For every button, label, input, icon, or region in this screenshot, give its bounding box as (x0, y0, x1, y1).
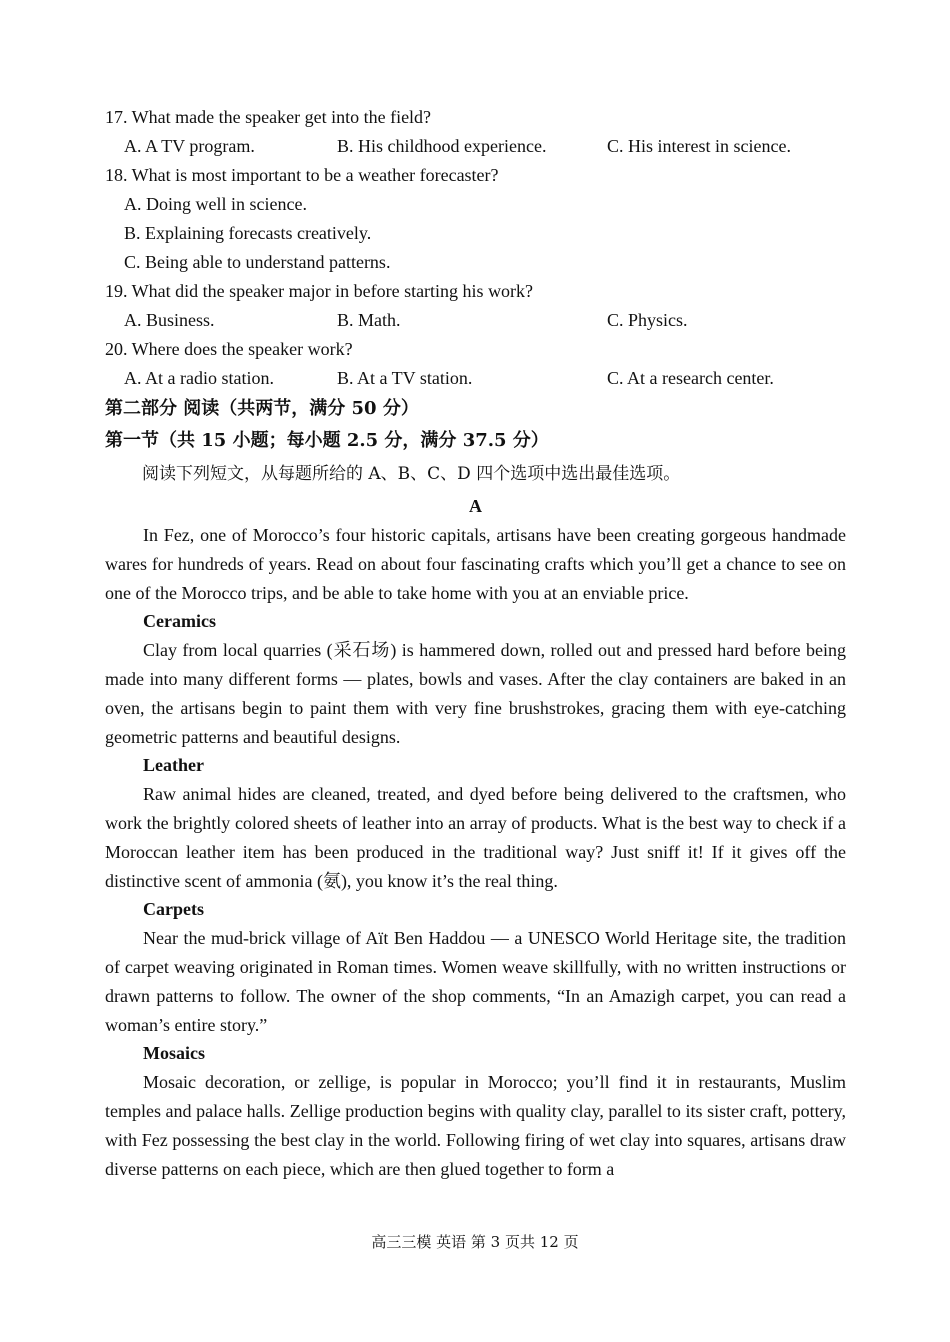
section-paragraph: Clay from local quarries (采石场) is hammered down, rolled out and pressed hard before being made into many different forms — plates, bowls and vases. After the clay containers are baked in an oven, the artisans begin to paint them with very fine brushstrokes, gracing them with eye-catching geometric patterns and beautiful designs. (105, 640, 846, 747)
section-title: Mosaics (143, 1043, 205, 1064)
answer-option: C. Physics. (607, 310, 688, 330)
section-title: Ceramics (143, 611, 216, 632)
passage-sections (105, 607, 846, 1183)
answer-option: B. At a TV station. (337, 368, 473, 388)
options-row (105, 306, 846, 335)
section1-heading: 第一节（共 15 小题；每小题 2.5 分，满分 37.5 分） (105, 430, 549, 451)
answer-option: B. Math. (337, 310, 401, 330)
listening-questions (105, 103, 846, 393)
section-paragraph: Raw animal hides are cleaned, treated, and dyed before being delivered to the craftsmen, who work the brightly colored sheets of leather into an array of products. What is the best way to check if a Moroccan leather item has been produced in the traditional way? Just sniff it! If it gives off the distinctive scent of ammonia (氨), you know it’s the real thing. (105, 784, 846, 891)
answer-option: B. Explaining forecasts creatively. (124, 223, 372, 243)
instruction-text: 阅读下列短文，从每题所给的 A、B、C、D 四个选项中选出最佳选项。 (142, 464, 681, 484)
answer-option: A. Business. (124, 310, 215, 330)
answer-option: A. Doing well in science. (124, 194, 307, 214)
answer-option: A. At a radio station. (124, 368, 274, 388)
answer-option: C. Being able to understand patterns. (124, 252, 391, 272)
question-stem: 18. What is most important to be a weather forecaster? (105, 165, 499, 185)
answer-option: A. A TV program. (124, 136, 255, 156)
section-paragraph: Mosaic decoration, or zellige, is popular in Morocco; you’ll find it in restaurants, Muslim temples and palace halls. Zellige production begins with quality clay, parallel to its sister craft, pottery, with Fez possessing the best clay in the world. Following firing of wet clay into squares, artisans draw diverse patterns on each piece, which are then glued together to form a (105, 1072, 846, 1179)
question-stem: 19. What did the speaker major in before starting his work? (105, 281, 534, 301)
page-content (105, 103, 846, 1183)
answer-option: B. His childhood experience. (337, 136, 547, 156)
passage-intro: In Fez, one of Morocco’s four historic capitals, artisans have been creating gorgeous handmade wares for hundreds of years. Read on about four fascinating crafts which you’ll get a chance to see on one of the Morocco trips, and be able to take home with you at an enviable price. (105, 525, 846, 603)
answer-option: C. His interest in science. (607, 136, 791, 156)
passage-letter: A (469, 496, 482, 516)
question-stem: 20. Where does the speaker work? (105, 339, 353, 359)
section-title: Carpets (143, 899, 204, 920)
section-title: Leather (143, 755, 204, 776)
question-stem: 17. What made the speaker get into the field? (105, 107, 432, 127)
page-footer: 高三三模 英语 第 3 页共 12 页 (371, 1233, 579, 1251)
section-paragraph: Near the mud-brick village of Aït Ben Haddou — a UNESCO World Heritage site, the tradition of carpet weaving originated in Roman times. Women weave skillfully, with no written instructions or drawn patterns to follow. The owner of the shop comments, “In an Amazigh carpet, you can read a woman’s entire story.” (105, 928, 846, 1035)
answer-option: C. At a research center. (607, 368, 774, 388)
options-row (105, 132, 846, 161)
options-row (105, 364, 846, 393)
part2-heading: 第二部分 阅读（共两节，满分 50 分） (105, 398, 419, 419)
